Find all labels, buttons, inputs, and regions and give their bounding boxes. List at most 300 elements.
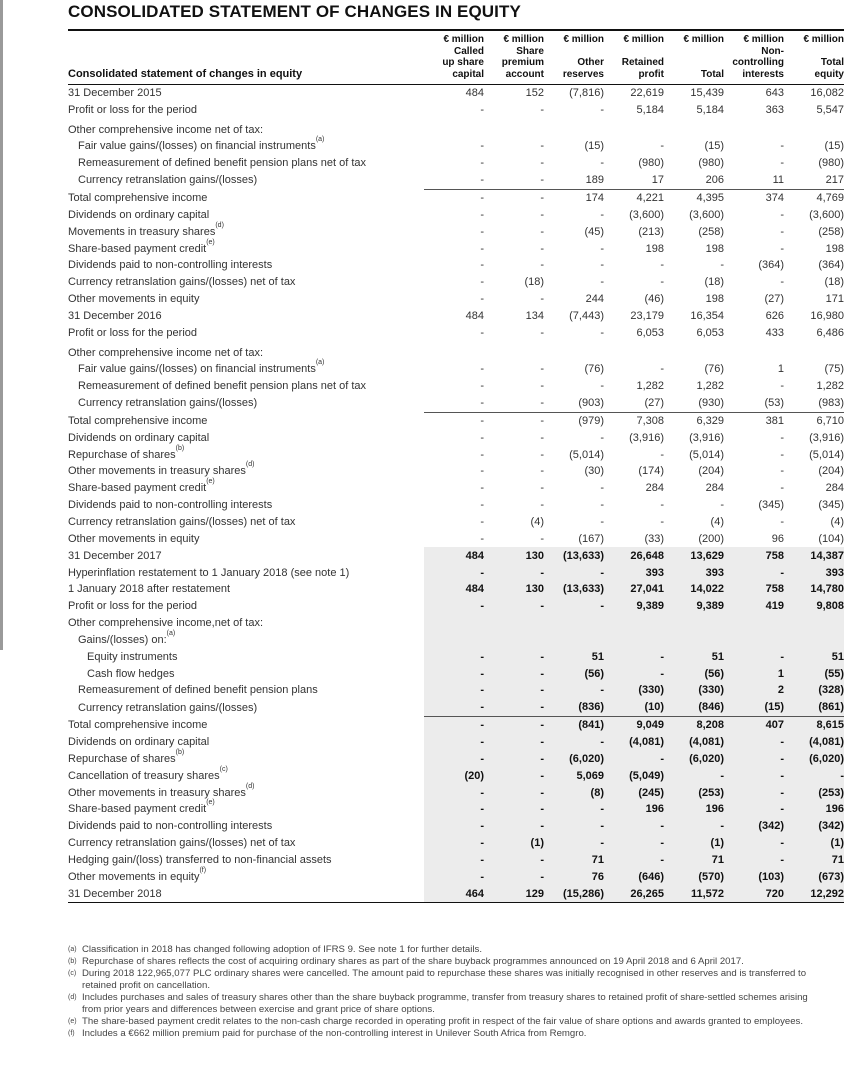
cell-value: -: [724, 851, 784, 868]
cell-value: (330): [664, 682, 724, 699]
cell-value: -: [540, 431, 544, 444]
row-label-text: Currency retranslation gains/(losses) net of tax: [68, 837, 296, 850]
footnote-ref: (b): [175, 748, 185, 756]
cell-value: -: [484, 598, 544, 615]
cell-value: (5,014): [689, 448, 724, 461]
cell-value: 393: [784, 564, 844, 581]
cell-value: -: [480, 174, 484, 187]
row-label: [68, 564, 424, 581]
cell-value: -: [544, 598, 604, 615]
row-label-text: Cash flow hedges: [87, 667, 175, 680]
cell-value: 152: [525, 86, 544, 99]
col-header: € million Total equity: [803, 34, 844, 80]
cell-value: [604, 615, 664, 632]
row-label: [68, 206, 424, 223]
col-header: € million Other reserves: [562, 34, 604, 80]
cell-value: [724, 118, 784, 138]
table-row: [68, 307, 844, 324]
row-label: [68, 138, 424, 155]
equity-table: [68, 32, 844, 903]
cell-value: -: [484, 851, 544, 868]
row-label: [68, 429, 424, 446]
footnote-mark: (f): [68, 1030, 75, 1037]
cell-value: -: [780, 448, 784, 461]
cell-value: (861): [784, 699, 844, 716]
cell-value: (5,014): [809, 448, 844, 461]
cell-value: [544, 341, 604, 361]
row-label-text: Share-based payment credit: [68, 803, 207, 816]
cell-value: -: [660, 140, 664, 153]
cell-value: (15): [584, 140, 604, 153]
row-label-text: Movements in treasury shares: [68, 225, 216, 238]
row-label-text: Other movements in treasury shares: [68, 786, 246, 799]
cell-value: -: [424, 716, 484, 733]
row-label-text: Other comprehensive income,net of tax:: [68, 617, 264, 630]
col-header: € million Non- controlling interests: [732, 34, 784, 80]
row-label: [68, 648, 424, 665]
cell-value: -: [600, 276, 604, 289]
cell-value: -: [780, 516, 784, 529]
footnote-mark: (b): [68, 958, 77, 965]
cell-value: -: [480, 499, 484, 512]
row-label: [68, 750, 424, 767]
cell-value: 23,179: [630, 309, 664, 322]
row-label-text: Remeasurement of defined benefit pension plans net of tax: [78, 380, 367, 393]
cell-value: 8,208: [664, 716, 724, 733]
left-margin-bar: [0, 0, 3, 650]
row-label: [68, 361, 424, 378]
table-body: [68, 84, 844, 903]
row-label: [68, 189, 424, 206]
cell-value: (1): [784, 835, 844, 852]
cell-value: -: [480, 363, 484, 376]
cell-value: (4,081): [784, 734, 844, 751]
cell-value: -: [484, 648, 544, 665]
cell-value: 758: [724, 581, 784, 598]
row-label-text: Dividends on ordinary capital: [68, 208, 210, 221]
cell-value: -: [600, 499, 604, 512]
cell-value: (328): [784, 682, 844, 699]
footnote-ref: (e): [206, 478, 215, 486]
cell-value: 71: [544, 851, 604, 868]
cell-value: -: [600, 482, 604, 495]
cell-value: (55): [784, 665, 844, 682]
cell-value: -: [484, 801, 544, 818]
row-label: [68, 801, 424, 818]
table-row: [68, 581, 844, 598]
row-label: [68, 291, 424, 308]
cell-value: (342): [724, 818, 784, 835]
table-row: [68, 665, 844, 682]
cell-value: [724, 615, 784, 632]
cell-value: -: [540, 208, 544, 221]
cell-value: -: [540, 482, 544, 495]
footnote: [68, 992, 828, 1016]
row-label: [68, 818, 424, 835]
cell-value: -: [780, 225, 784, 238]
cell-value: (3,916): [629, 431, 664, 444]
table-row: [68, 395, 844, 412]
row-label: [68, 734, 424, 751]
row-label-text: Total comprehensive income: [68, 414, 208, 427]
cell-value: 4,395: [664, 189, 724, 206]
footnote: [68, 968, 828, 992]
cell-value: -: [664, 818, 724, 835]
cell-value: -: [660, 499, 664, 512]
cell-value: (570): [664, 868, 724, 885]
cell-value: 206: [705, 174, 724, 187]
footnote-ref: (d): [245, 461, 255, 469]
cell-value: -: [544, 818, 604, 835]
row-label-text: Other movements in equity: [68, 532, 200, 545]
footnote-ref: (b): [175, 444, 185, 452]
cell-value: (27): [764, 293, 784, 306]
table-row: [68, 497, 844, 514]
row-label: [68, 682, 424, 699]
cell-value: (4,081): [664, 734, 724, 751]
table-row: [68, 118, 844, 138]
table-row: [68, 784, 844, 801]
cell-value: (903): [578, 397, 604, 410]
table-row: [68, 206, 844, 223]
cell-value: 484: [465, 86, 484, 99]
table-row: [68, 446, 844, 463]
cell-value: (836): [544, 699, 604, 716]
cell-value: (18): [824, 276, 844, 289]
cell-value: [424, 341, 484, 361]
cell-value: [424, 118, 484, 138]
table-row: [68, 734, 844, 751]
cell-value: (4): [830, 516, 844, 529]
cell-value: -: [424, 818, 484, 835]
cell-value: -: [424, 682, 484, 699]
footnote-text: During 2018 122,965,077 PLC ordinary shares were cancelled. The amount paid to repurchase these shares was initially recognised in other reserves and is transferred to retained profit on cancellation.: [82, 968, 807, 991]
cell-value: -: [424, 835, 484, 852]
cell-value: [604, 341, 664, 361]
cell-value: -: [600, 516, 604, 529]
col-header: € million Share premium account: [501, 34, 544, 80]
footnote-ref: (e): [206, 238, 215, 246]
row-label-text: Equity instruments: [87, 650, 178, 663]
row-label: [68, 699, 424, 716]
table-row: [68, 463, 844, 480]
cell-value: 484: [424, 547, 484, 564]
cell-value: -: [600, 157, 604, 170]
row-label: [68, 223, 424, 240]
cell-value: -: [780, 242, 784, 255]
cell-value: 4,769: [784, 189, 844, 206]
cell-value: -: [480, 259, 484, 272]
cell-value: -: [484, 868, 544, 885]
cell-value: 76: [544, 868, 604, 885]
table-row: [68, 801, 844, 818]
row-label-text: Total comprehensive income: [68, 191, 208, 204]
title-rule: [68, 29, 844, 31]
cell-value: (980): [698, 157, 724, 170]
cell-value: 130: [484, 581, 544, 598]
cell-value: 174: [544, 189, 604, 206]
table-row: [68, 361, 844, 378]
cell-value: (30): [584, 465, 604, 478]
cell-value: -: [424, 665, 484, 682]
footnote-text: Includes purchases and sales of treasury shares other than the share buyback programme, transfer from treasury shares to retained profit of share-settled schemes arising from prior years and differences between exercise and grant price of share options.: [82, 992, 808, 1015]
cell-value: 8,615: [784, 716, 844, 733]
row-label-text: Currency retranslation gains/(losses): [78, 397, 258, 410]
row-label: [68, 240, 424, 257]
row-label: [68, 497, 424, 514]
cell-value: -: [600, 259, 604, 272]
cell-value: 15,439: [690, 86, 724, 99]
table-row: [68, 767, 844, 784]
row-label-text: Total comprehensive income: [68, 718, 208, 731]
cell-value: (983): [818, 397, 844, 410]
cell-value: -: [424, 734, 484, 751]
cell-value: 51: [544, 648, 604, 665]
table-row: [68, 324, 844, 341]
table-row: [68, 155, 844, 172]
row-label-text: Currency retranslation gains/(losses) net of tax: [68, 516, 296, 529]
cell-value: (5,014): [569, 448, 604, 461]
cell-value: -: [484, 716, 544, 733]
row-label: [68, 629, 424, 649]
footnote-mark: (d): [68, 994, 77, 1001]
cell-value: -: [424, 801, 484, 818]
cell-value: 1,282: [696, 380, 724, 393]
cell-value: 13,629: [664, 547, 724, 564]
cell-value: (8): [544, 784, 604, 801]
cell-value: -: [544, 734, 604, 751]
row-label: [68, 412, 424, 429]
cell-value: (1): [484, 835, 544, 852]
footnote: [68, 1028, 828, 1040]
cell-value: -: [424, 412, 484, 429]
footnote-ref: (f): [199, 866, 207, 874]
cell-value: -: [600, 103, 604, 116]
table-row: [68, 682, 844, 699]
header-label: Consolidated statement of changes in equity: [68, 67, 303, 80]
row-label-text: Dividends on ordinary capital: [68, 735, 210, 748]
cell-value: 198: [705, 293, 724, 306]
row-label: [68, 118, 424, 138]
cell-value: -: [780, 380, 784, 393]
cell-value: -: [780, 208, 784, 221]
cell-value: 484: [465, 309, 484, 322]
cell-value: (75): [824, 363, 844, 376]
cell-value: [604, 118, 664, 138]
cell-value: -: [600, 431, 604, 444]
cell-value: (10): [604, 699, 664, 716]
table-row: [68, 274, 844, 291]
cell-value: (258): [818, 225, 844, 238]
cell-value: [664, 632, 724, 649]
row-label: [68, 716, 424, 733]
cell-value: 14,780: [784, 581, 844, 598]
cell-value: (213): [638, 225, 664, 238]
row-label-text: Gains/(losses) on:: [78, 633, 167, 646]
row-label-text: 1 January 2018 after restatement: [68, 583, 231, 596]
row-label-text: Fair value gains/(losses) on financial instruments: [78, 140, 316, 153]
table-row: [68, 291, 844, 308]
footnote-text: Repurchase of shares reflects the cost of acquiring ordinary shares as part of the share buyback programmes announced on 19 April 2018 and 6 April 2017.: [82, 956, 744, 967]
cell-value: 284: [825, 482, 844, 495]
header-row: [68, 32, 844, 84]
cell-value: 393: [664, 564, 724, 581]
cell-value: (6,020): [664, 750, 724, 767]
cell-value: -: [540, 363, 544, 376]
cell-value: (200): [698, 532, 724, 545]
cell-value: -: [724, 801, 784, 818]
row-label-text: Remeasurement of defined benefit pension plans: [78, 684, 318, 697]
table-row: [68, 84, 844, 101]
table-row: [68, 699, 844, 716]
cell-value: -: [540, 157, 544, 170]
cell-value: [484, 118, 544, 138]
cell-value: (15): [724, 699, 784, 716]
footnote: [68, 1016, 828, 1028]
cell-value: (3,600): [689, 208, 724, 221]
cell-value: -: [724, 564, 784, 581]
cell-value: 4,221: [604, 189, 664, 206]
cell-value: 393: [604, 564, 664, 581]
cell-value: 9,389: [664, 598, 724, 615]
row-label-text: Dividends paid to non-controlling interests: [68, 820, 273, 833]
row-label: [68, 395, 424, 412]
cell-value: 196: [604, 801, 664, 818]
cell-value: -: [484, 699, 544, 716]
cell-value: (204): [818, 465, 844, 478]
cell-value: -: [480, 242, 484, 255]
cell-value: (6,020): [784, 750, 844, 767]
table-row: [68, 514, 844, 531]
cell-value: -: [604, 750, 664, 767]
cell-value: [484, 632, 544, 649]
row-label: [68, 341, 424, 361]
cell-value: -: [724, 648, 784, 665]
cell-value: 484: [424, 581, 484, 598]
row-label: [68, 665, 424, 682]
cell-value: (364): [758, 259, 784, 272]
row-label-text: Other movements in equity: [68, 293, 200, 306]
row-label: [68, 885, 424, 902]
footnote-ref: (a): [315, 359, 325, 367]
cell-value: -: [600, 242, 604, 255]
cell-value: -: [660, 516, 664, 529]
row-label: [68, 480, 424, 497]
cell-value: (6,020): [544, 750, 604, 767]
cell-value: 720: [724, 885, 784, 902]
cell-value: (13,633): [544, 547, 604, 564]
cell-value: (980): [818, 157, 844, 170]
cell-value: -: [780, 140, 784, 153]
cell-value: -: [724, 767, 784, 784]
cell-value: -: [540, 225, 544, 238]
table-row: [68, 189, 844, 206]
cell-value: (76): [704, 363, 724, 376]
col-header: € million Total: [683, 34, 724, 80]
row-label-text: Currency retranslation gains/(losses): [78, 701, 258, 714]
cell-value: -: [780, 276, 784, 289]
cell-value: 71: [664, 851, 724, 868]
cell-value: [784, 632, 844, 649]
row-label: [68, 615, 424, 632]
cell-value: [484, 341, 544, 361]
cell-value: -: [484, 734, 544, 751]
cell-value: [724, 341, 784, 361]
cell-value: 2: [724, 682, 784, 699]
cell-value: 1,282: [816, 380, 844, 393]
table-row: [68, 223, 844, 240]
cell-value: (646): [604, 868, 664, 885]
cell-value: 419: [724, 598, 784, 615]
cell-value: -: [484, 750, 544, 767]
row-label: [68, 835, 424, 852]
cell-value: -: [480, 465, 484, 478]
cell-value: 189: [585, 174, 604, 187]
cell-value: -: [424, 784, 484, 801]
cell-value: [544, 615, 604, 632]
cell-value: [664, 341, 724, 361]
footnote-ref: (c): [219, 765, 228, 773]
cell-value: -: [424, 868, 484, 885]
cell-value: -: [424, 189, 484, 206]
cell-value: 129: [484, 885, 544, 902]
cell-value: -: [540, 293, 544, 306]
cell-value: [544, 118, 604, 138]
cell-value: -: [724, 784, 784, 801]
table-row: [68, 818, 844, 835]
footnotes: [68, 944, 828, 1040]
cell-value: (15,286): [544, 885, 604, 902]
footnote-text: The share-based payment credit relates to the non-cash charge recorded in operating profit in respect of the fair value of share options and awards granted to employees.: [82, 1016, 804, 1027]
cell-value: (103): [724, 868, 784, 885]
cell-value: (104): [818, 532, 844, 545]
cell-value: 407: [724, 716, 784, 733]
cell-value: (4,081): [604, 734, 664, 751]
cell-value: -: [720, 259, 724, 272]
cell-value: -: [540, 242, 544, 255]
row-label: [68, 514, 424, 531]
row-label-text: Other movements in treasury shares: [68, 465, 246, 478]
cell-value: 374: [724, 189, 784, 206]
cell-value: -: [480, 448, 484, 461]
cell-value: [604, 632, 664, 649]
row-label: [68, 598, 424, 615]
cell-value: -: [604, 851, 664, 868]
cell-value: -: [540, 259, 544, 272]
table-row: [68, 716, 844, 733]
row-label-text: Dividends paid to non-controlling interests: [68, 259, 273, 272]
cell-value: (18): [524, 276, 544, 289]
row-label: [68, 378, 424, 395]
footnote-text: Classification in 2018 has changed following adoption of IFRS 9. See note 1 for further details.: [82, 944, 482, 955]
cell-value: (18): [704, 276, 724, 289]
cell-value: (53): [764, 397, 784, 410]
cell-value: -: [724, 835, 784, 852]
row-label-text: Share-based payment credit: [68, 242, 207, 255]
cell-value: -: [724, 750, 784, 767]
cell-value: -: [544, 835, 604, 852]
cell-value: (364): [818, 259, 844, 272]
cell-value: 9,049: [604, 716, 664, 733]
cell-value: 464: [424, 885, 484, 902]
cell-value: 5,069: [544, 767, 604, 784]
cell-value: -: [480, 397, 484, 410]
row-label-text: Profit or loss for the period: [68, 326, 198, 339]
cell-value: -: [480, 431, 484, 444]
cell-value: -: [480, 516, 484, 529]
cell-value: [664, 118, 724, 138]
row-label: [68, 155, 424, 172]
